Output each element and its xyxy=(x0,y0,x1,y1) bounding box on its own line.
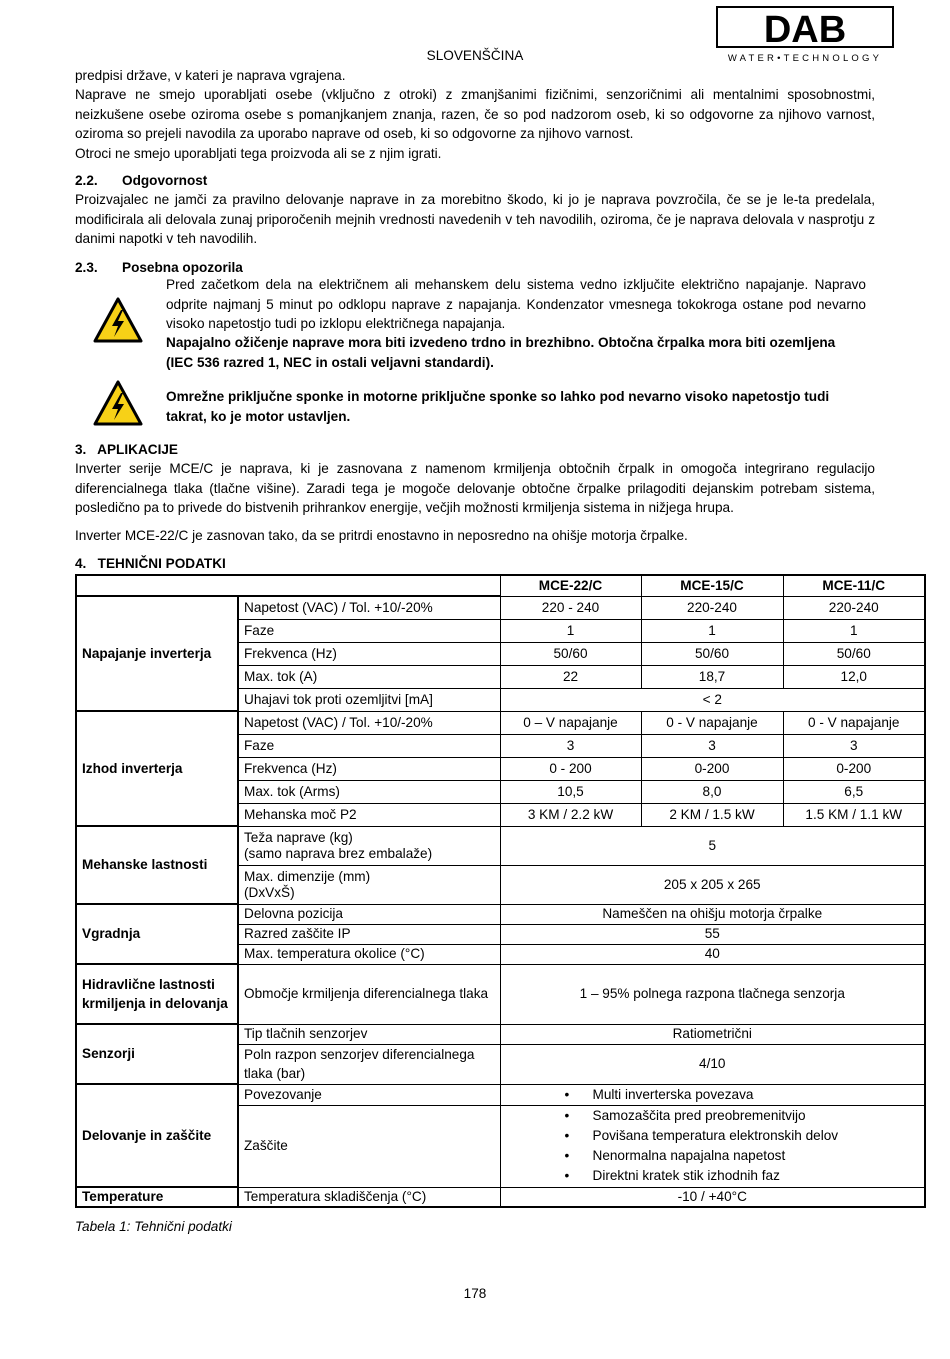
row-label: Frekvenca (Hz) xyxy=(238,642,500,665)
row-label: Zaščite xyxy=(238,1105,500,1187)
table-row: Senzorji Tip tlačnih senzorjev Ratiometrični xyxy=(76,1024,925,1044)
intro-paragraph: Naprave ne smejo uporabljati osebe (vključno z otroki) z zmanjšanimi fizičnimi, senzoričnimi ali mentalnimi sposobnostmi, neizkušene osebe oziroma osebe s pomanjkanjem znanja, razen, če so pod nadzorom oseb, ki so odgovorne za njihovo varnost, oziroma so prejeli navodila za uporabo naprave od oseb, ki so odgovorne za njihovo varnost. xyxy=(75,87,875,141)
table-row: Hidravlične lastnosti krmiljenja in delovanja Območje krmiljenja diferencialnega tlaka 1 – 95% polnega razpona tlačnega senzorja xyxy=(76,964,925,1024)
row-label: Temperatura skladiščenja (°C) xyxy=(238,1187,500,1207)
table-row: Max. temperatura okolice (°C) 40 xyxy=(76,944,925,964)
table-header-row xyxy=(76,575,925,596)
section-3-paragraph-2: Inverter MCE-22/C je zasnovan tako, da se pritrdi enostavno in neposredno na ohišje motorja črpalke. xyxy=(75,528,688,543)
group-label: Napajanje inverterja xyxy=(76,596,238,711)
high-voltage-warning-icon xyxy=(93,297,143,343)
group-label: Senzorji xyxy=(76,1024,238,1084)
table-row: Napajanje inverterja Napetost (VAC) / Tol. +10/-20% 220 - 240 220-240 220-240 xyxy=(76,596,925,619)
section-2-2-title: Odgovornost xyxy=(122,173,208,188)
row-label: Napetost (VAC) / Tol. +10/-20% xyxy=(238,711,500,734)
row-label: Max. tok (A) xyxy=(238,665,500,688)
warning-2-bold-text: Omrežne priključne sponke in motorne priključne sponke so lahko pod nevarno visoko napetostjo tudi takrat, ko je motor ustavljen. xyxy=(166,389,830,424)
table-row: Mehanska moč P2 3 KM / 2.2 kW 2 KM / 1.5 kW 1.5 KM / 1.1 kW xyxy=(76,803,925,826)
table-row: Frekvenca (Hz) 0 - 200 0-200 0-200 xyxy=(76,757,925,780)
warning-1-text: Pred začetkom dela na električnem ali mehanskem delu sistema vedno izključite električno napajanje. Napravo odprite najmanj 5 minut po odklopu naprave z napajanja. Kondenzator vmesnega tokokroga ostane pod nevarno visoko napetostjo tudi po izklopu električnega napajanja. xyxy=(166,277,866,331)
column-header: MCE-11/C xyxy=(783,575,925,596)
row-label: Napetost (VAC) / Tol. +10/-20% xyxy=(238,596,500,619)
row-label: Poln razpon senzorjev diferencialnega tlaka (bar) xyxy=(238,1044,500,1084)
section-2-3-title: Posebna opozorila xyxy=(122,260,243,275)
row-label: Uhajavi tok proti ozemljitvi [mA] xyxy=(238,688,500,711)
group-label: Vgradnja xyxy=(76,904,238,964)
brand-top: DAB xyxy=(763,9,847,51)
intro-children-line: Otroci ne smejo uporabljati tega proizvoda ali se z njim igrati. xyxy=(75,146,442,161)
row-label: Max. dimenzije (mm) (DxVxŠ) xyxy=(238,865,500,904)
list-item: • Direktni kratek stik izhodnih faz xyxy=(565,1166,920,1186)
section-3-title: 3. APLIKACIJE xyxy=(75,442,178,457)
row-label: Teža naprave (kg) (samo naprava brez embalaže) xyxy=(238,826,500,865)
row-label: Faze xyxy=(238,619,500,642)
protection-list xyxy=(565,1106,920,1186)
group-label: Delovanje in zaščite xyxy=(76,1084,238,1187)
group-label: Hidravlične lastnosti krmiljenja in delovanja xyxy=(76,964,238,1024)
list-item: • Nenormalna napajalna napetost xyxy=(565,1146,920,1166)
warning-1-bold-text: Napajalno ožičenje naprave mora biti izvedeno trdno in brezhibno. Obtočna črpalka mora biti ozemljena (IEC 536 razred 1, NEC in ostali veljavni standardi). xyxy=(166,335,836,370)
intro-line: predpisi države, v kateri je naprava vgrajena. xyxy=(75,68,346,83)
table-row: Max. tok (Arms) 10,5 8,0 6,5 xyxy=(76,780,925,803)
section-3-paragraph-1: Inverter serije MCE/C je naprava, ki je zasnovana z namenom krmiljenja obtočnih črpalk in omogoča integrirano regulacijo diferencialnega tlaka (tlačne višine). Zaradi tega je mogoče delovanje obtočne črpalke prilagoditi dejanskim potrebam sistema, posledično pa to privede do bistvenih prihrankov energije, večjih možnosti krmiljenja sistema in nižjega hrupa. xyxy=(75,461,875,515)
section-4-title: 4. TEHNIČNI PODATKI xyxy=(75,556,226,571)
table-row: Temperature Temperatura skladiščenja (°C) -10 / +40°C xyxy=(76,1187,925,1207)
page-number: 178 xyxy=(463,1286,487,1301)
table-row: Faze 3 3 3 xyxy=(76,734,925,757)
group-label: Mehanske lastnosti xyxy=(76,826,238,904)
row-label: Max. tok (Arms) xyxy=(238,780,500,803)
list-item: • Multi inverterska povezava xyxy=(565,1085,920,1105)
row-label: Razred zaščite IP xyxy=(238,924,500,944)
table-row: Izhod inverterja Napetost (VAC) / Tol. +10/-20% 0 – V napajanje 0 - V napajanje 0 - V napajanje xyxy=(76,711,925,734)
row-label: Frekvenca (Hz) xyxy=(238,757,500,780)
table-row: Max. dimenzije (mm) (DxVxŠ) 205 x 205 x 265 xyxy=(76,865,925,904)
connection-list xyxy=(565,1085,920,1105)
column-header: MCE-15/C xyxy=(641,575,783,596)
row-label: Delovna pozicija xyxy=(238,904,500,924)
list-item: • Samozaščita pred preobremenitvijo xyxy=(565,1106,920,1126)
table-row: Razred zaščite IP 55 xyxy=(76,924,925,944)
section-2-2-text: Proizvajalec ne jamči za pravilno delovanje naprave in za morebitno škodo, ki jo je naprava povzročila, če se je le-ta predelala, modificirala ali delovala zunaj priporočenih mejnih vrednosti navedenih v teh navodilih, oziroma, če je naprava delovala v nasprotju z danimi napotki v teh navodilih. xyxy=(75,192,875,246)
table-row: Max. tok (A) 22 18,7 12,0 xyxy=(76,665,925,688)
table-row: Faze 1 1 1 xyxy=(76,619,925,642)
row-label: Območje krmiljenja diferencialnega tlaka xyxy=(238,964,500,1024)
row-label: Mehanska moč P2 xyxy=(238,803,500,826)
brand-sub: WATER•TECHNOLOGY xyxy=(727,53,883,64)
row-label: Faze xyxy=(238,734,500,757)
table-row: Mehanske lastnosti Teža naprave (kg) (samo naprava brez embalaže) 5 xyxy=(76,826,925,865)
table-row: Uhajavi tok proti ozemljitvi [mA] < 2 xyxy=(76,688,925,711)
section-2-2-number: 2.2. xyxy=(75,173,98,188)
table-row: Frekvenca (Hz) 50/60 50/60 50/60 xyxy=(76,642,925,665)
high-voltage-warning-icon xyxy=(93,380,143,426)
technical-data-table xyxy=(75,574,926,1208)
row-label: Tip tlačnih senzorjev xyxy=(238,1024,500,1044)
group-label: Temperature xyxy=(76,1187,238,1207)
table-row: Poln razpon senzorjev diferencialnega tlaka (bar) 4/10 xyxy=(76,1044,925,1084)
section-2-3-number: 2.3. xyxy=(75,260,98,275)
row-label: Povezovanje xyxy=(238,1084,500,1105)
table-row: Vgradnja Delovna pozicija Nameščen na ohišju motorja črpalke xyxy=(76,904,925,924)
list-item: • Povišana temperatura elektronskih delov xyxy=(565,1126,920,1146)
language-header: SLOVENŠČINA xyxy=(426,48,524,63)
row-label: Max. temperatura okolice (°C) xyxy=(238,944,500,964)
table-row xyxy=(76,1084,925,1105)
group-label: Izhod inverterja xyxy=(76,711,238,826)
table-caption: Tabela 1: Tehnični podatki xyxy=(75,1219,232,1234)
column-header: MCE-22/C xyxy=(500,575,641,596)
